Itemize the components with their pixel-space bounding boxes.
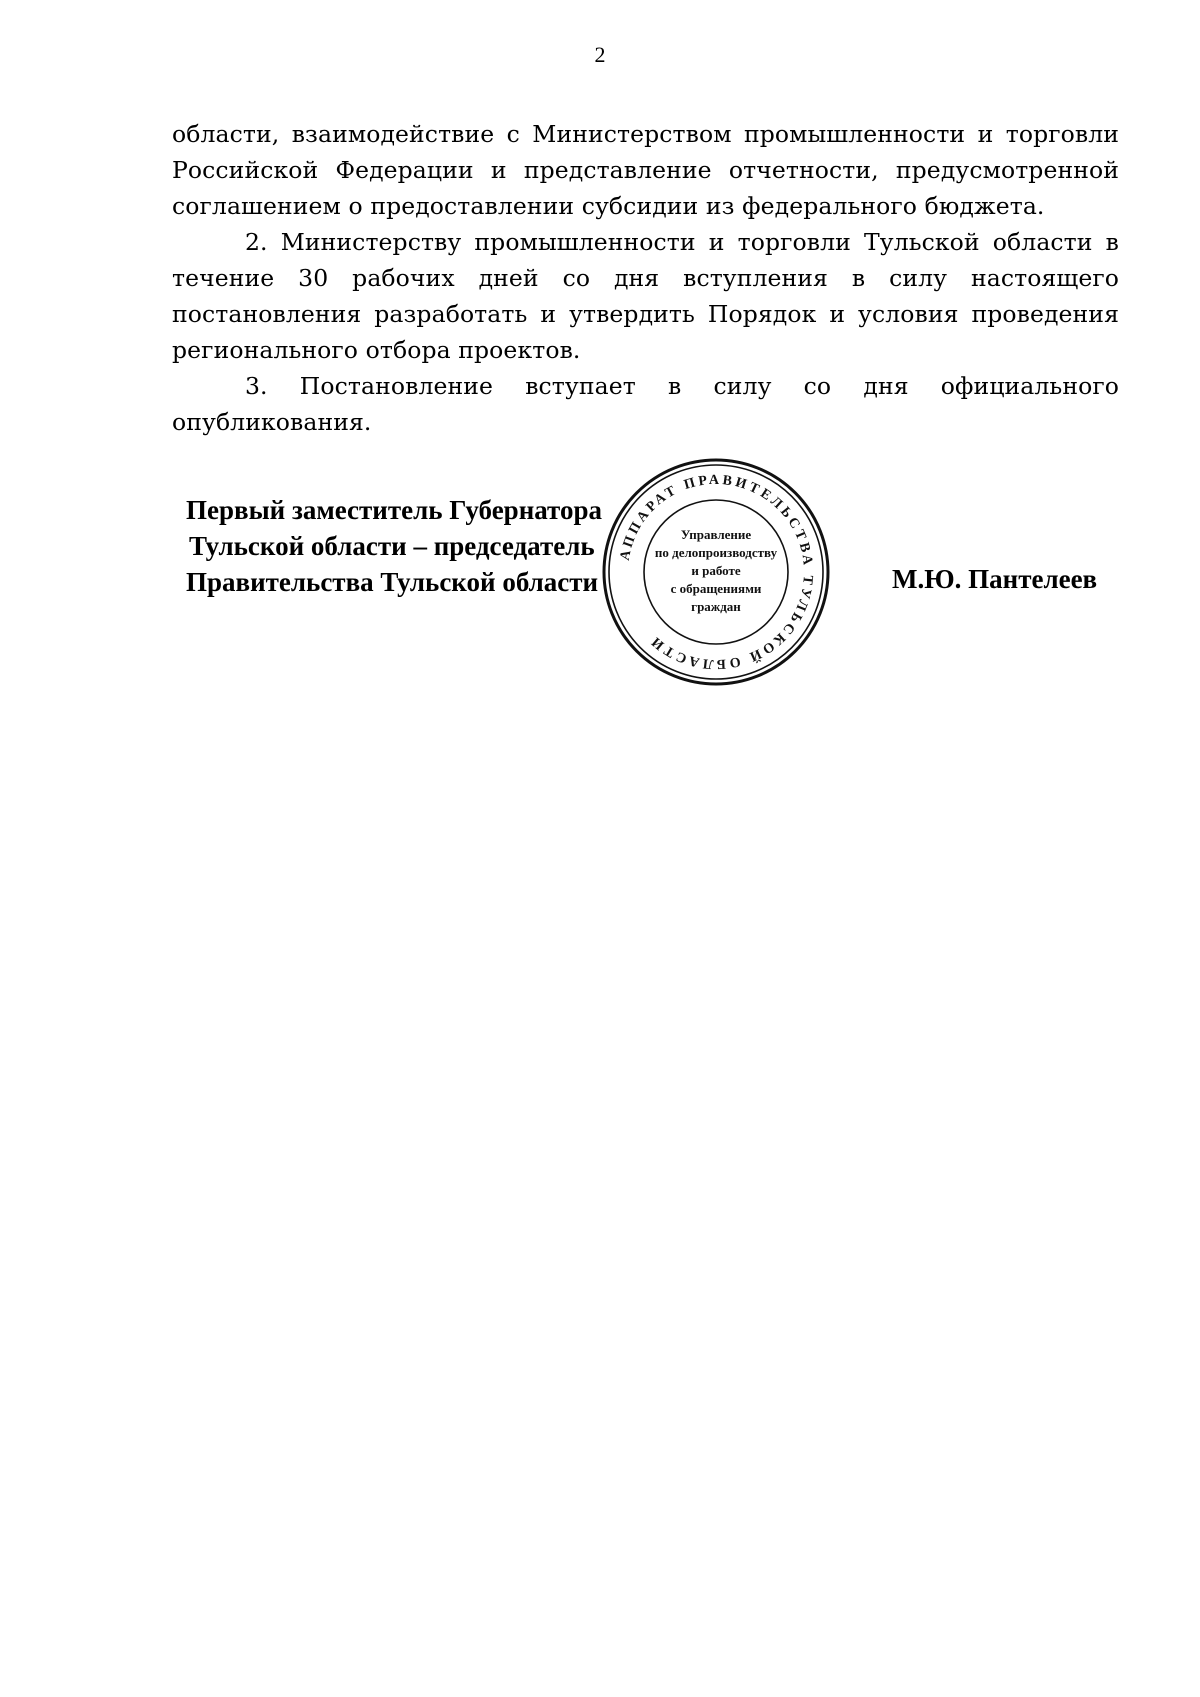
stamp-center-text xyxy=(648,526,784,616)
paragraph-continuation: области, взаимодействие с Министерством промышленности и торговли Российской Федерации и представление отчетности, предусмотренной соглашением о предоставлении субсидии из федерального бюджета. xyxy=(172,120,1119,220)
page-number: 2 xyxy=(594,42,606,67)
signer-name: М.Ю. Пантелеев xyxy=(892,564,1098,594)
paragraph-item-3: 3. Постановление вступает в силу со дня официального опубликования. xyxy=(172,372,1119,436)
stamp-line: граждан xyxy=(691,599,741,614)
document-body xyxy=(172,116,1119,440)
signer-title-line: Правительства Тульской области xyxy=(186,567,599,597)
stamp-ring-text: АППАРАТ ПРАВИТЕЛЬСТВА ТУЛЬСКОЙ ОБЛАСТИ xyxy=(617,472,816,672)
stamp-line: и работе xyxy=(691,563,741,578)
official-stamp xyxy=(600,456,832,688)
signer-title-line: Первый заместитель Губернатора xyxy=(186,495,602,525)
stamp-line: Управление xyxy=(680,527,752,542)
paragraph-item-2: 2. Министерству промышленности и торговли Тульской области в течение 30 рабочих дней со дня вступления в силу настоящего постановления разработать и утвердить Порядок и условия проведения регионального отбора проектов. xyxy=(172,228,1119,364)
stamp-line: по делопроизводству xyxy=(654,545,778,560)
signer-title-line: Тульской области – председатель xyxy=(189,531,595,561)
stamp-line: с обращениями xyxy=(670,581,762,596)
signature-block xyxy=(186,492,602,600)
